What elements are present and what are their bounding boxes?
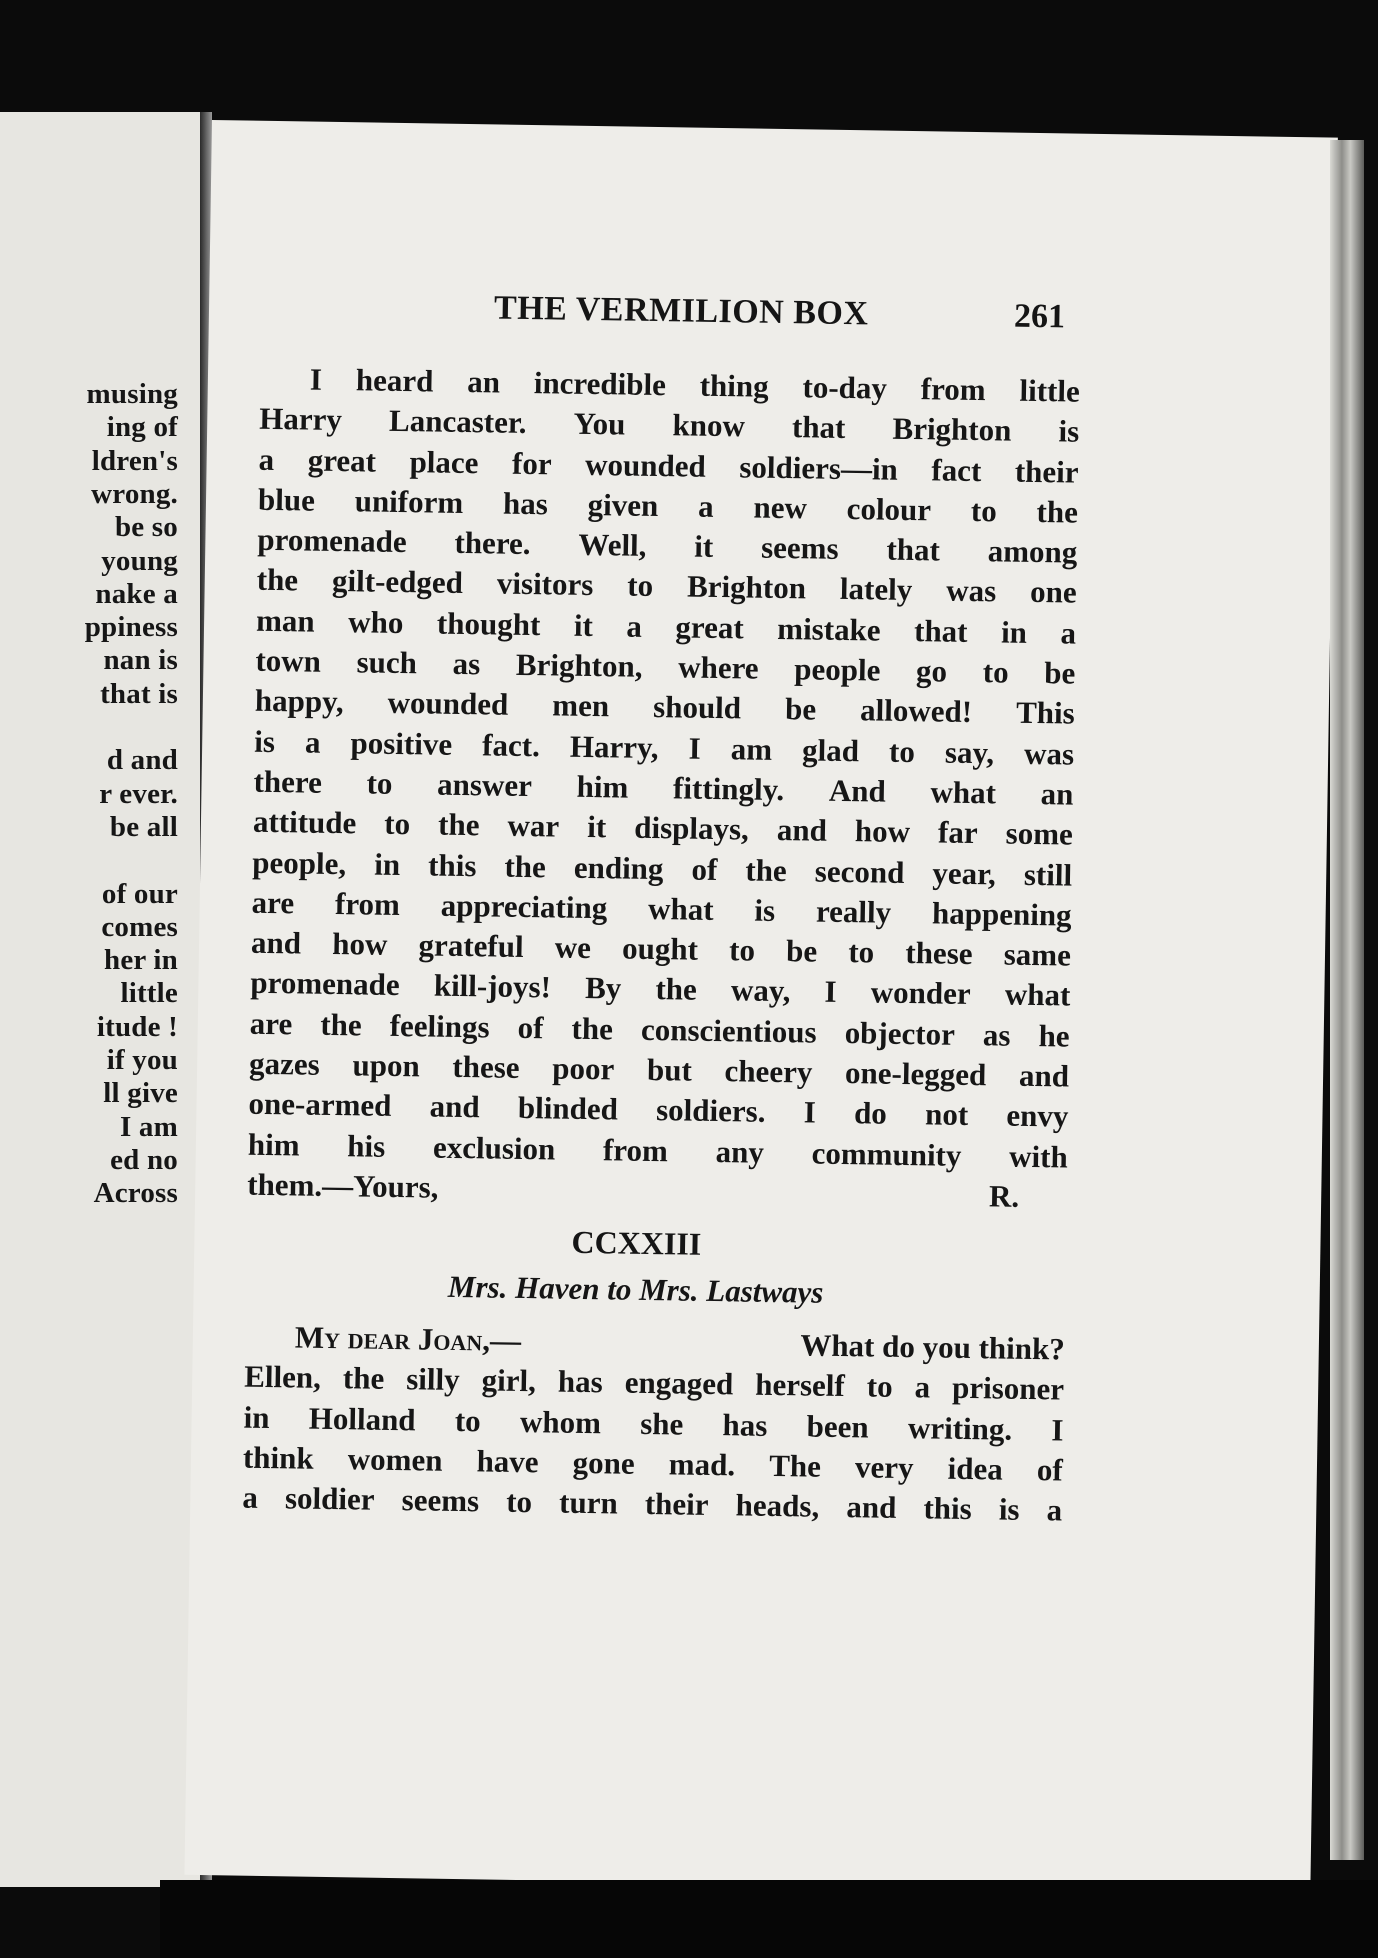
left-page-line: ppiness (84, 611, 178, 644)
text-line: happy, wounded men should be allowed! This (254, 683, 1075, 731)
left-page-line: d and (106, 744, 178, 777)
text-line: think women have gone mad. The very idea of (242, 1439, 1064, 1488)
text-line: are the feelings of the conscientious objector as he (249, 1005, 1070, 1054)
left-page-line: musing (86, 378, 178, 410)
left-page-line: nake a (95, 577, 178, 610)
text-line: are from appreciating what is really happening (251, 884, 1072, 933)
text-line: the gilt-edged visitors to Brighton lately was one (256, 562, 1077, 611)
left-facing-page (0, 112, 200, 1887)
text-line: there to answer him fittingly. And what an (253, 763, 1074, 812)
left-page-line: I am (120, 1110, 178, 1143)
left-page-line: itude ! (96, 1010, 178, 1043)
left-page-line: ldren's (91, 444, 178, 477)
next-letter-body (242, 1357, 1064, 1531)
salutation: My dear Joan,— (294, 1319, 522, 1358)
text-line: Ellen, the silly girl, has engaged herself to a prisoner (243, 1358, 1065, 1407)
text-line: blue uniform has given a new colour to the (257, 481, 1079, 530)
left-page-line: r ever. (99, 777, 178, 810)
left-page-line: ing of (106, 411, 178, 444)
salutation-rest: What do you think? (800, 1327, 1066, 1367)
left-page-line: be all (109, 810, 178, 843)
section-title: Mrs. Haven to Mrs. Lastways (447, 1268, 824, 1310)
text-line: town such as Brighton, where people go to be (255, 642, 1076, 691)
left-page-line: her in (104, 944, 178, 977)
left-page-line: ll give (103, 1077, 178, 1110)
text-line: one-armed and blinded soldiers. I do not envy (248, 1086, 1069, 1134)
text-line: is a positive fact. Harry, I am glad to say, was (253, 723, 1075, 772)
text-line: attitude to the war it displays, and how far some (252, 803, 1074, 852)
text-line: and how grateful we ought to be to these same (250, 924, 1072, 973)
text-line: I heard an incredible thing to-day from little (309, 361, 1081, 409)
running-head: THE VERMILION BOX (493, 289, 869, 333)
text-line: man who thought it a great mistake that in a (255, 602, 1077, 651)
text-line: a soldier seems to turn their heads, and this is a (242, 1479, 1063, 1528)
bottom-shadow (160, 1880, 1378, 1958)
text-line: Harry Lancaster. You know that Brighton is (259, 401, 1080, 449)
page-number: 261 (1013, 297, 1066, 336)
left-page-line: ed no (110, 1143, 178, 1176)
signature: R. (988, 1178, 1020, 1214)
left-page-line: that is (100, 677, 178, 710)
left-page-line: of our (101, 877, 178, 910)
text-line: him his exclusion from any community with (247, 1126, 1069, 1175)
right-page (184, 120, 1337, 1892)
left-page-line: be so (114, 511, 178, 544)
section-number: CCXXIII (571, 1223, 702, 1262)
letter-body (248, 359, 1081, 1178)
text-line: in Holland to whom she has been writing. I (243, 1399, 1064, 1448)
left-page-line: if you (106, 1044, 178, 1076)
left-page-line: Across (93, 1177, 178, 1210)
left-page-line: young (101, 544, 178, 577)
left-page-line: nan is (103, 644, 178, 677)
closing-text: them.—Yours, (247, 1166, 439, 1205)
text-line: people, in this the ending of the second year, still (252, 844, 1073, 893)
page-edge (1330, 140, 1364, 1860)
left-page-line: wrong. (91, 477, 178, 510)
text-line: gazes upon these poor but cheery one-legged and (248, 1045, 1070, 1094)
text-line: promenade kill-joys! By the way, I wonder what (250, 965, 1071, 1014)
text-line: promenade there. Well, it seems that among (257, 521, 1078, 570)
text-line: a great place for wounded soldiers—in fact their (258, 441, 1079, 490)
text-block (242, 359, 1080, 1531)
left-page-line: comes (101, 910, 178, 943)
left-page-line: little (120, 977, 178, 1010)
